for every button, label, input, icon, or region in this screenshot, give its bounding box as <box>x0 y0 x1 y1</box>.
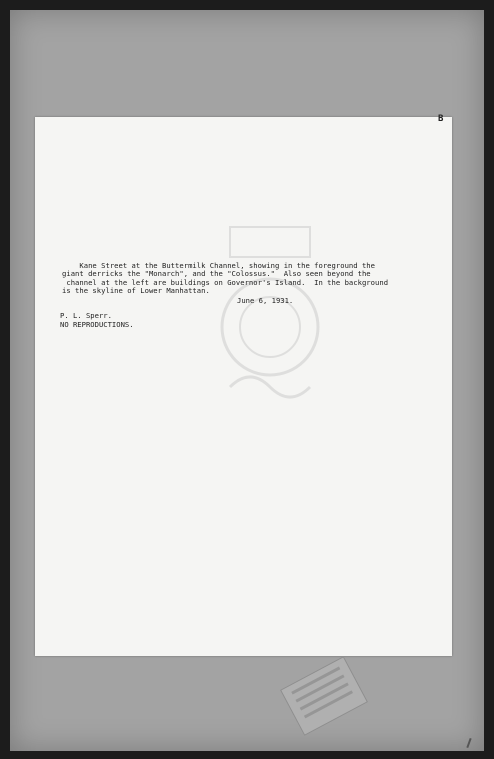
photographer-name: P. L. Sperr. <box>60 311 112 320</box>
reproduction-notice: NO REPRODUCTIONS. <box>60 319 134 329</box>
photo-credit <box>60 312 134 329</box>
caption-line: giant derricks the "Monarch", and the "Colossus." Also seen beyond the <box>62 269 371 279</box>
caption-date: June 6, 1931. <box>237 296 294 305</box>
photo-caption <box>62 262 442 296</box>
corner-mark: B <box>438 114 444 124</box>
caption-line: channel at the left are buildings on Governor's Island. In the background <box>62 277 389 287</box>
typed-caption-sheet <box>35 117 452 656</box>
caption-line: Kane Street at the Buttermilk Channel, showing in the foreground the <box>62 261 376 270</box>
faint-watermark-seal <box>200 207 340 417</box>
caption-line: is the skyline of Lower Manhattan. <box>62 286 210 296</box>
